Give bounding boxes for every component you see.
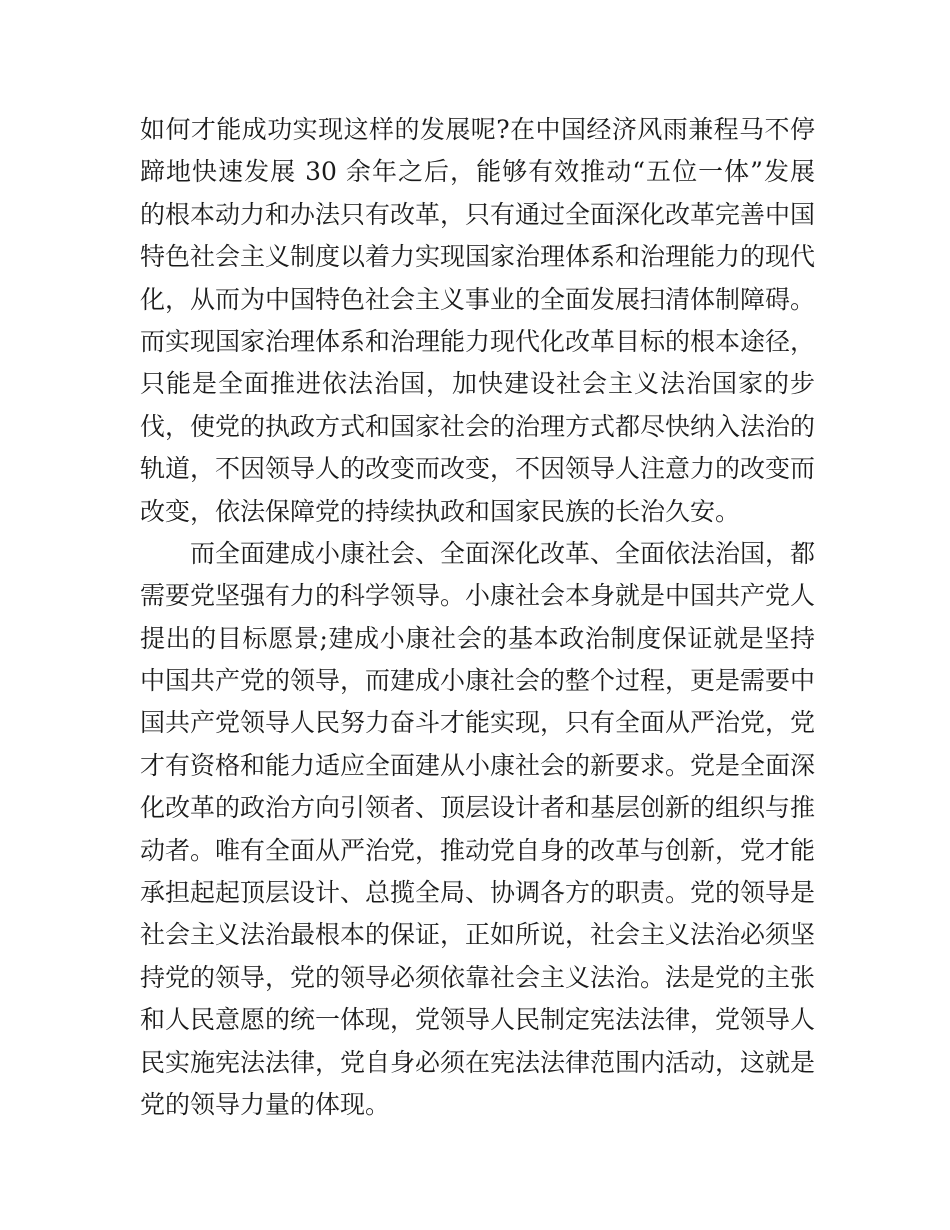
text-line: 轨道，不因领导人的改变而改变，不因领导人注意力的改变而: [140, 454, 816, 484]
text-line: 如何才能成功实现这样的发展呢?在中国经济风雨兼程马不停: [140, 115, 815, 144]
text-line: 蹄地快速发展 30 余年之后，能够有效推动“五位一体”发展: [140, 157, 815, 187]
text-line: 化，从而为中国特色社会主义事业的全面发展扫清体制障碍。: [140, 284, 816, 314]
text-line: 持党的领导，党的领导必须依靠社会主义法治。法是党的主张: [140, 962, 816, 992]
document-body: [140, 109, 815, 1126]
text-line: 而实现国家治理体系和治理能力现代化改革目标的根本途径，: [140, 326, 816, 356]
text-line: 而全面建成小康社会、全面深化改革、全面依法治国，都: [190, 538, 816, 568]
paragraph-1: [140, 109, 815, 533]
text-line: 中国共产党的领导，而建成小康社会的整个过程，更是需要中: [140, 666, 816, 696]
text-line: 化改革的政治方向引领者、顶层设计者和基层创新的组织与推: [140, 793, 816, 823]
text-line: 需要党坚强有力的科学领导。小康社会本身就是中国共产党人: [140, 581, 816, 611]
text-line: 和人民意愿的统一体现，党领导人民制定宪法法律，党领导人: [140, 1005, 816, 1035]
text-line: 才有资格和能力适应全面建从小康社会的新要求。党是全面深: [140, 750, 816, 780]
text-line: 特色社会主义制度以着力实现国家治理体系和治理能力的现代: [140, 242, 816, 272]
text-line: 动者。唯有全面从严治党，推动党自身的改革与创新，党才能: [140, 835, 816, 865]
text-line: 伐，使党的执政方式和国家社会的治理方式都尽快纳入法治的: [140, 411, 816, 441]
text-line: 只能是全面推进依法治国，加快建设社会主义法治国家的步: [140, 369, 815, 399]
text-line: 的根本动力和办法只有改革，只有通过全面深化改革完善中国: [140, 199, 816, 229]
text-line: 民实施宪法法律，党自身必须在宪法法律范围内活动，这就是: [140, 1047, 816, 1077]
text-line: 提出的目标愿景;建成小康社会的基本政治制度保证就是坚持: [140, 623, 815, 653]
paragraph-2: [140, 533, 815, 1126]
text-line: 承担起起顶层设计、总揽全局、协调各方的职责。党的领导是: [140, 878, 816, 908]
text-line: 改变，依法保障党的持续执政和国家民族的长治久安。: [140, 496, 741, 526]
text-line: 国共产党领导人民努力奋斗才能实现，只有全面从严治党，党: [140, 708, 816, 738]
text-line: 党的领导力量的体现。: [140, 1089, 391, 1119]
text-line: 社会主义法治最根本的保证，正如所说，社会主义法治必须坚: [140, 920, 816, 950]
